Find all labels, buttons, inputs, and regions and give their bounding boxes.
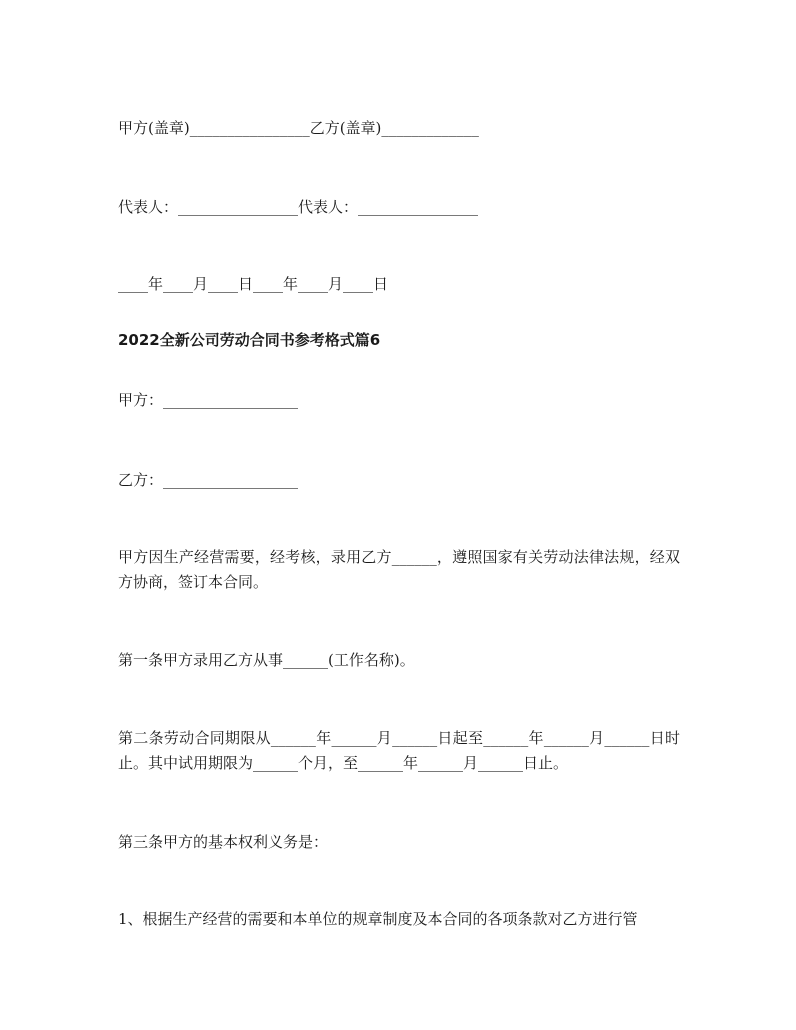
party-a-line: 甲方：__________________	[118, 391, 299, 409]
signature-date-line: ____年____月____日____年____月____日	[118, 275, 389, 293]
signature-seal-line: 甲方(盖章)________________乙方(盖章)_____________	[118, 119, 479, 137]
article-2: 第二条劳动合同期限从______年______月______日起至______年______月______日时止。其中试用期限为______个月，至______年______月______日止。	[118, 729, 680, 772]
party-b-line: 乙方：__________________	[118, 471, 299, 489]
article-3-item-1: 1、根据生产经营的需要和本单位的规章制度及本合同的各项条款对乙方进行管	[118, 910, 638, 928]
article-1: 第一条甲方录用乙方从事______(工作名称)。	[118, 651, 415, 669]
section-title: 2022全新公司劳动合同书参考格式篇6	[118, 331, 381, 349]
signature-representative-line: 代表人：________________代表人：________________	[118, 198, 479, 216]
intro-paragraph: 甲方因生产经营需要，经考核，录用乙方______，遵照国家有关劳动法律法规，经双方协商，签订本合同。	[118, 548, 680, 591]
article-3: 第三条甲方的基本权利义务是：	[118, 833, 329, 851]
